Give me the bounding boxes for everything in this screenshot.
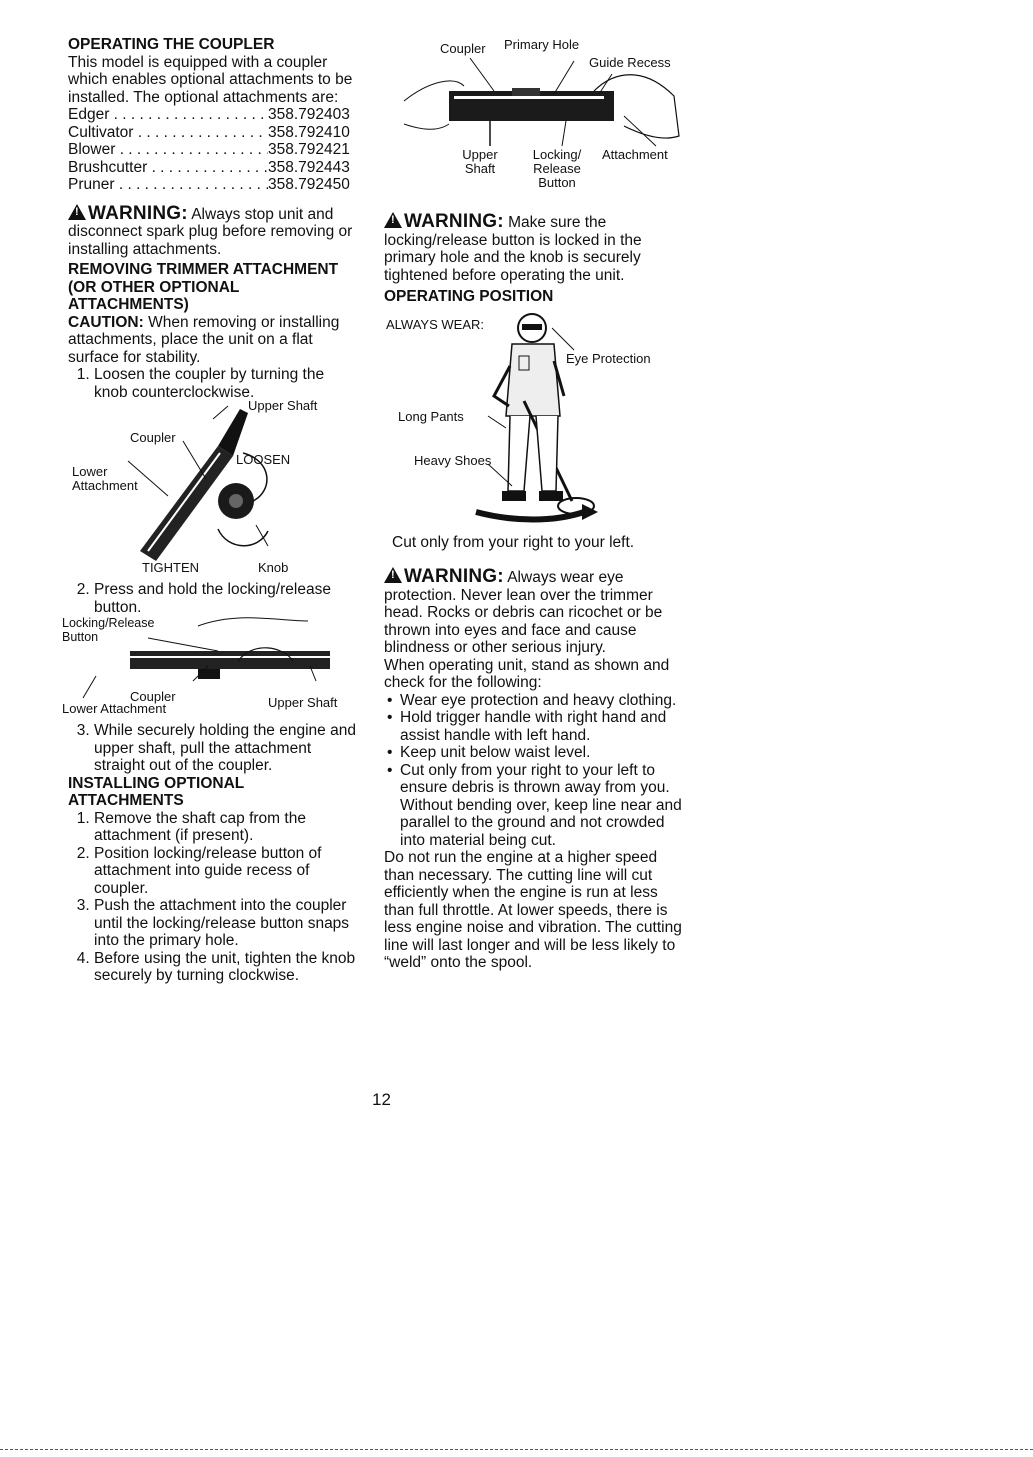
caution-title: CAUTION: xyxy=(68,313,144,331)
remove-steps-2 xyxy=(68,581,358,616)
attachment-name: Edger . . . xyxy=(68,106,268,124)
press-button-figure xyxy=(62,616,358,716)
caution-text: When removing or installing attachments, place the unit on a flat surface for stability. xyxy=(68,313,340,366)
warning-text: Make sure the locking/release button is locked in the primary hole and the knob is securely tightened before operating the unit. xyxy=(384,214,642,284)
install-step: 1. Remove the shaft cap from the attachment (if present). xyxy=(94,810,358,845)
checklist-item: • Keep unit below waist level. xyxy=(400,744,684,762)
coupler-label: Coupler xyxy=(440,41,486,56)
coupler-detail-figure xyxy=(394,36,684,196)
step-3: 3. While securely holding the engine and upper shaft, pull the attachment straight out of the coupler. xyxy=(94,722,358,775)
attachment-label: Attachment xyxy=(602,147,668,162)
checklist xyxy=(384,692,684,850)
coupler-intro: This model is equipped with a coupler which enables optional attachments to be installed. The optional attachments are: xyxy=(68,53,353,106)
remove-steps-1 xyxy=(68,366,358,401)
left-column xyxy=(62,36,358,985)
caution-block xyxy=(68,314,358,367)
install-steps xyxy=(68,810,358,985)
cut-caption: Cut only from your right to your left. xyxy=(392,533,635,551)
speed-text: Do not run the engine at a higher speed than necessary. The cutting line will cut efficiently when the engine is run at less than full throttle. At lower speeds, there is less engine noise and vibration. The cutting line will last longer and will be less likely to “weld” onto the spool. xyxy=(384,849,682,971)
attachment-row xyxy=(68,106,358,124)
position-heading: OPERATING POSITION xyxy=(384,288,554,305)
operating-position-figure xyxy=(384,306,684,526)
primary-hole-label: Primary Hole xyxy=(504,37,580,52)
lower-attachment-label: Lower Attachment xyxy=(62,701,167,716)
warning-block xyxy=(384,567,684,657)
checklist-item: • Cut only from your right to your left to ensure debris is thrown away from you. Without bending over, keep line near and parallel to the ground and not crowded into material being cut. xyxy=(400,762,684,850)
warning-icon xyxy=(384,567,402,583)
attachment-name: Pruner . . . xyxy=(68,176,268,194)
coupler-loosen-figure xyxy=(68,398,358,575)
upper-shaft-label: Upper Shaft xyxy=(248,398,318,413)
installing-heading: INSTALLING OPTIONAL ATTACHMENTS xyxy=(68,774,244,809)
warning-block xyxy=(68,204,358,259)
attachment-number: 358.792410 xyxy=(268,123,350,141)
step-2: 2. Press and hold the locking/release button. xyxy=(94,581,358,616)
warning-icon xyxy=(68,204,86,220)
page-number: 12 xyxy=(372,1090,391,1109)
warning-text: Always wear eye protection. Never lean over the trimmer head. Rocks or debris can ricochet or be thrown into eyes and face and cause blindness or other serious injury. xyxy=(384,569,663,656)
attachment-row xyxy=(68,124,358,142)
coupler-label: Coupler xyxy=(130,689,176,704)
locking-release-label: Locking/Release Button xyxy=(62,616,155,644)
knob-label: Knob xyxy=(258,560,289,575)
loosen-label: LOOSEN xyxy=(236,452,291,467)
warning-title: WARNING: xyxy=(404,211,504,232)
stand-intro: When operating unit, stand as shown and check for the following: xyxy=(384,656,670,691)
locking-release-label: Locking/ Release Button xyxy=(532,147,582,190)
right-column xyxy=(384,36,684,972)
attachments-list xyxy=(68,106,358,194)
attachment-name: Brushcutter . . . xyxy=(68,159,268,177)
warning-text: Always stop unit and disconnect spark plug before removing or installing attachments. xyxy=(68,205,353,258)
install-step: 4. Before using the unit, tighten the knob securely by turning clockwise. xyxy=(94,950,358,985)
always-wear-label: ALWAYS WEAR: xyxy=(386,316,484,332)
eye-protection-label: Eye Protection xyxy=(566,350,651,366)
upper-shaft-label: Upper Shaft xyxy=(462,147,498,176)
install-step: 2. Position locking/release button of attachment into guide recess of coupler. xyxy=(94,845,358,898)
attachment-row xyxy=(68,159,358,177)
attachment-number: 358.792421 xyxy=(268,141,350,158)
tighten-label: TIGHTEN xyxy=(142,560,200,575)
coupler-label: Coupler xyxy=(130,430,176,445)
guide-recess-label: Guide Recess xyxy=(589,55,671,70)
install-step: 3. Push the attachment into the coupler until the locking/release button snaps into the primary hole. xyxy=(94,897,358,950)
warning-icon xyxy=(384,212,402,228)
warning-title: WARNING: xyxy=(88,202,188,224)
attachment-row xyxy=(68,141,358,159)
coupler-heading: OPERATING THE COUPLER xyxy=(68,36,275,53)
bottom-divider xyxy=(0,1449,1033,1451)
checklist-item: • Hold trigger handle with right hand and assist handle with left hand. xyxy=(400,709,684,744)
attachment-number: 358.792403 xyxy=(268,106,350,123)
warning-block xyxy=(384,212,684,284)
attachment-number: 358.792443 xyxy=(268,158,350,176)
heavy-shoes-label: Heavy Shoes xyxy=(414,452,492,468)
step-1: 1. Loosen the coupler by turning the knob counterclockwise. xyxy=(94,366,358,401)
lower-attachment-label: Lower Attachment xyxy=(72,464,138,493)
remove-steps-3 xyxy=(68,722,358,775)
attachment-row xyxy=(68,176,358,194)
warning-title: WARNING: xyxy=(404,566,504,587)
attachment-number: 358.792450 xyxy=(268,176,350,193)
upper-shaft-label: Upper Shaft xyxy=(268,695,338,710)
checklist-item: • Wear eye protection and heavy clothing. xyxy=(400,692,684,710)
long-pants-label: Long Pants xyxy=(398,408,464,424)
attachment-name: Cultivator . . . xyxy=(68,124,268,142)
removing-heading: REMOVING TRIMMER ATTACHMENT (OR OTHER OPTIONAL ATTACHMENTS) xyxy=(68,261,339,313)
attachment-name: Blower . . . xyxy=(68,141,268,159)
